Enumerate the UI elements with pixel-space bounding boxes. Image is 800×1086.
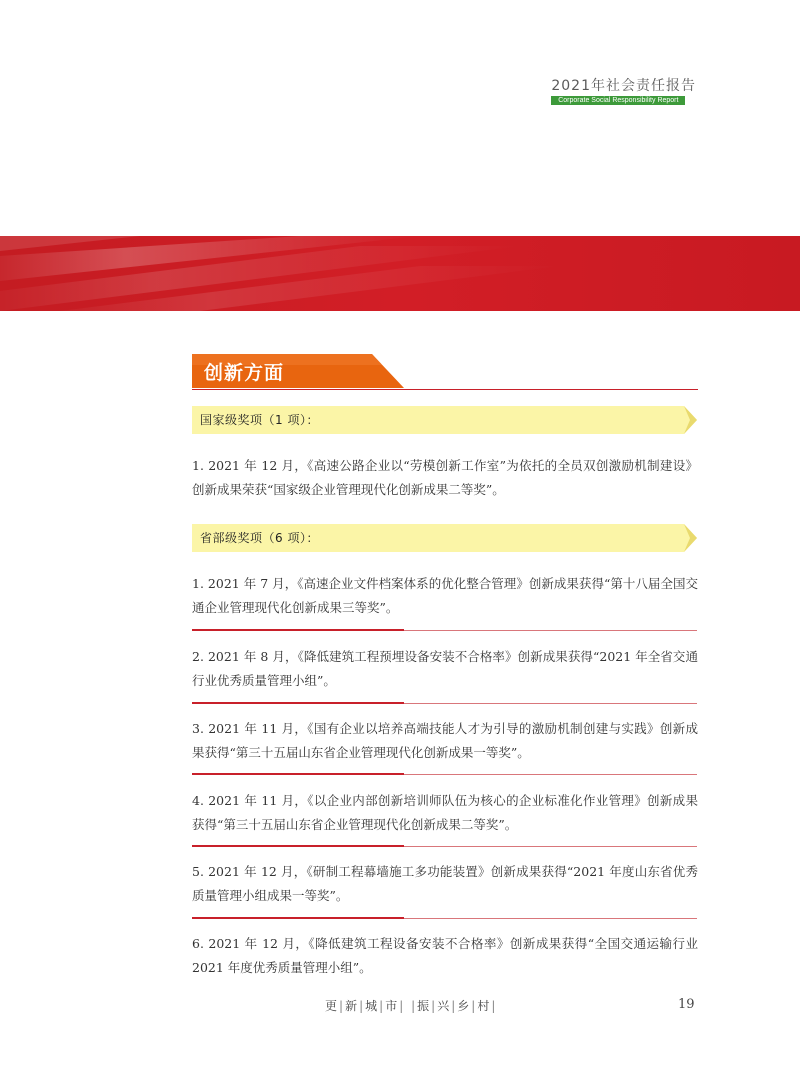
provincial-award-item-3: 3. 2021 年 11 月，《国有企业以培养高端技能人才为引导的激励机制创建与实践》创新成果获得“第三十五届山东省企业管理现代化创新成果一等奖”。 — [192, 721, 698, 760]
section-title: 创新方面 — [204, 362, 285, 384]
footer-nav: 更 | 新 | 城 | 市 | | 振 | 兴 | 乡 | 村 | — [325, 999, 496, 1013]
footer-nav-char: 兴 — [437, 999, 450, 1013]
footer-nav-char: 市 — [385, 999, 398, 1013]
report-title: 2021年社会责任报告 — [551, 78, 696, 94]
footer-nav-char: 更 — [325, 999, 338, 1013]
footer-nav-char: 村 — [477, 999, 490, 1013]
item-divider — [192, 845, 697, 847]
national-awards-heading — [192, 406, 698, 434]
footer-nav-char: 新 — [345, 999, 358, 1013]
item-divider — [192, 773, 697, 775]
report-subtitle: Corporate Social Responsibility Report — [551, 96, 685, 105]
footer-nav-char: 乡 — [457, 999, 470, 1013]
item-divider — [192, 702, 697, 704]
section-title-underline — [192, 389, 698, 390]
provincial-award-item-2: 2. 2021 年 8 月，《降低建筑工程预埋设备安装不合格率》创新成果获得“2021 年全省交通行业优秀质量管理小组”。 — [192, 649, 698, 688]
provincial-award-item-4: 4. 2021 年 11 月，《以企业内部创新培训师队伍为核心的企业标准化作业管理》创新成果获得“第三十五届山东省企业管理现代化创新成果二等奖”。 — [192, 793, 698, 832]
provincial-awards-heading — [192, 524, 698, 552]
footer-nav-char: 振 — [417, 999, 430, 1013]
provincial-award-item-1: 1. 2021 年 7 月，《高速企业文件档案体系的优化整合管理》创新成果获得“第十八届全国交通企业管理现代化创新成果三等奖”。 — [192, 576, 698, 615]
report-header — [551, 78, 696, 105]
national-award-item: 1. 2021 年 12 月，《高速公路企业以“劳模创新工作室”为依托的全员双创激励机制建设》创新成果荣获“国家级企业管理现代化创新成果二等奖”。 — [192, 458, 698, 497]
red-banner — [0, 236, 800, 311]
footer-nav-char: 城 — [365, 999, 378, 1013]
provincial-awards-label: 省部级奖项（6 项）： — [200, 531, 319, 545]
page-number: 19 — [678, 997, 695, 1012]
provincial-award-item-6: 6. 2021 年 12 月，《降低建筑工程设备安装不合格率》创新成果获得“全国交通运输行业 2021 年度优秀质量管理小组”。 — [192, 936, 698, 975]
section-title-block — [192, 354, 698, 390]
item-divider — [192, 629, 697, 631]
provincial-award-item-5: 5. 2021 年 12 月，《研制工程幕墙施工多功能装置》创新成果获得“2021 年度山东省优秀质量管理小组成果一等奖”。 — [192, 864, 698, 903]
national-awards-label: 国家级奖项（1 项）： — [200, 413, 319, 427]
item-divider — [192, 917, 697, 919]
